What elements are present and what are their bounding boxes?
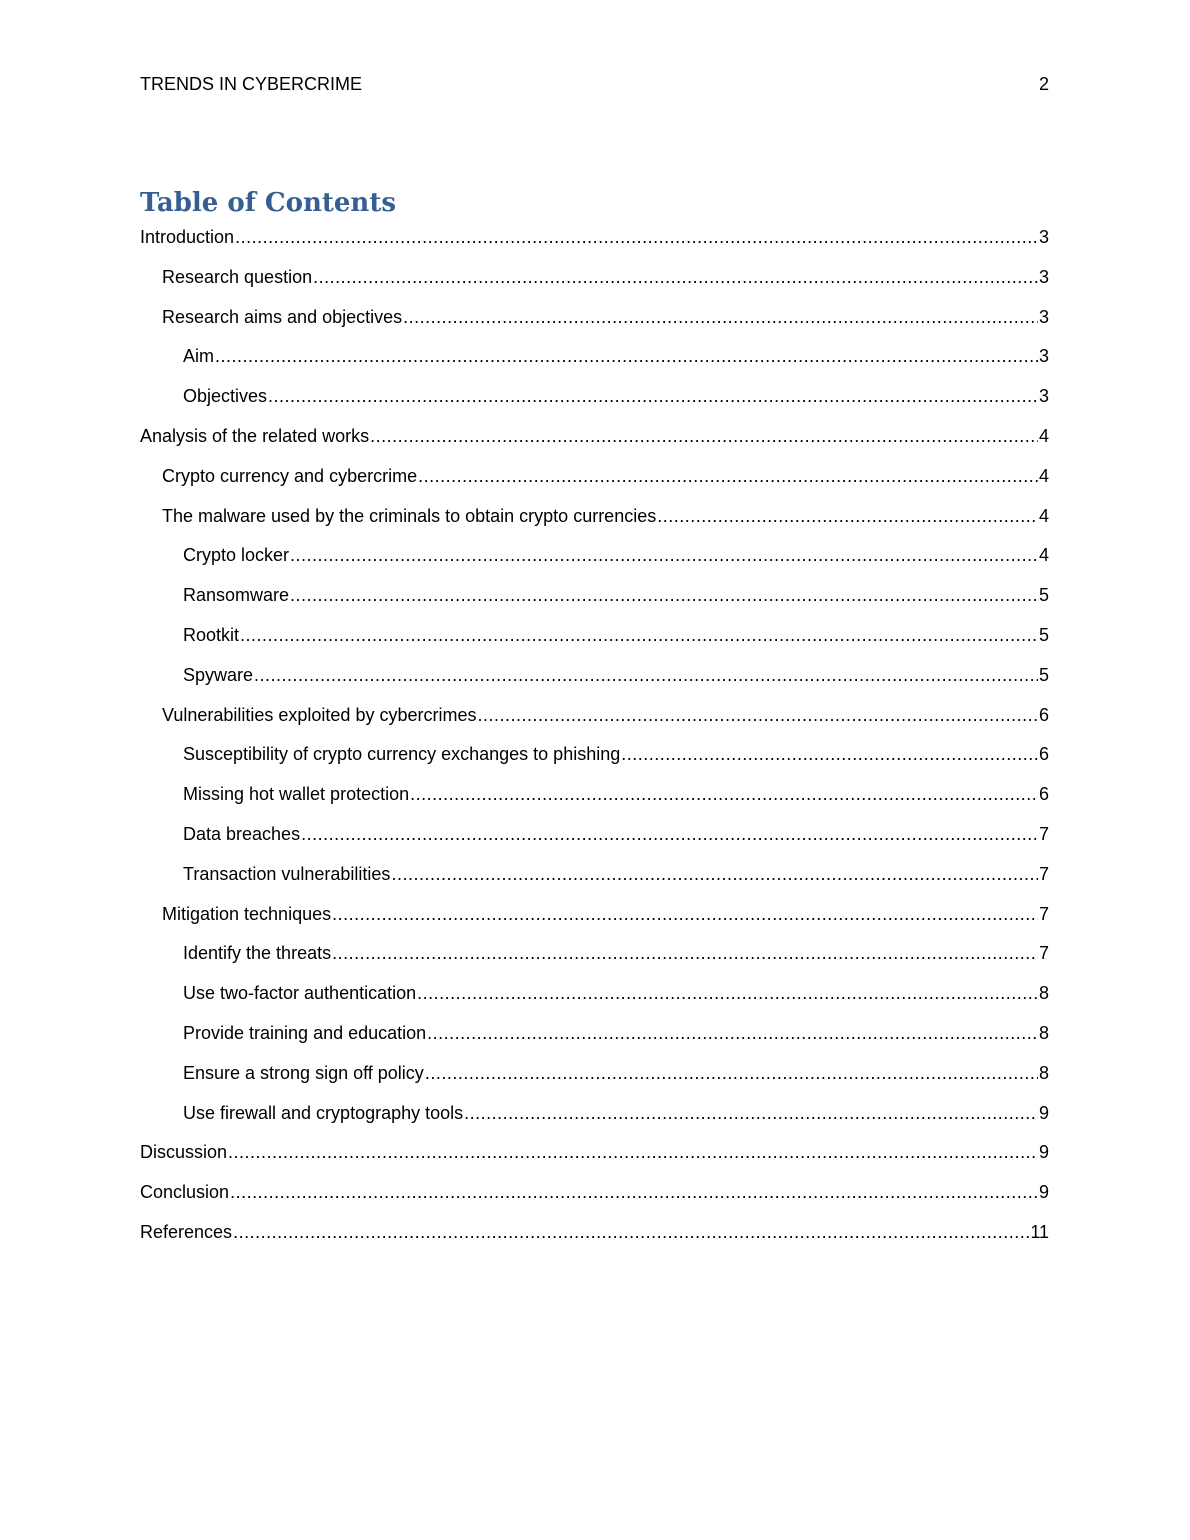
toc-entry-text: Ransomware: [183, 585, 290, 606]
toc-dot-leader: [313, 262, 1038, 292]
toc-entry[interactable]: [140, 1217, 1049, 1257]
toc-entry-page: 9: [1038, 1182, 1049, 1203]
page-header: [140, 72, 1049, 96]
toc-entry-page: 3: [1038, 227, 1049, 247]
toc-dot-leader: [240, 620, 1038, 650]
toc-entry[interactable]: [140, 739, 1049, 779]
toc-entry[interactable]: [140, 1177, 1049, 1217]
running-title: TRENDS IN CYBERCRIME: [140, 74, 363, 94]
toc-entry-text: Objectives: [183, 386, 268, 407]
toc-entry[interactable]: [140, 262, 1049, 302]
toc-entry-text: Crypto locker: [183, 545, 290, 566]
toc-dot-leader: [332, 899, 1038, 929]
toc-dot-leader: [657, 501, 1038, 531]
toc-entry[interactable]: [140, 421, 1049, 461]
toc-dot-leader: [418, 461, 1038, 491]
toc-dot-leader: [230, 1177, 1038, 1207]
toc-dot-leader: [427, 1018, 1038, 1048]
toc-entry-page: 5: [1038, 624, 1049, 645]
toc-entry[interactable]: [140, 700, 1049, 740]
toc-entry-page: 8: [1038, 1062, 1049, 1083]
toc-dot-leader: [233, 1217, 1029, 1247]
toc-dot-leader: [410, 779, 1038, 809]
toc-entry-page: 4: [1038, 425, 1049, 446]
toc-title: Table of Contents: [140, 188, 396, 218]
toc-dot-leader: [268, 381, 1038, 411]
toc-dot-leader: [370, 421, 1038, 451]
toc-entry[interactable]: [140, 302, 1049, 342]
toc-dot-leader: [235, 222, 1038, 252]
toc-dot-leader: [332, 938, 1038, 968]
toc-entry-page: 3: [1038, 306, 1049, 327]
toc-entry-text: Aim: [183, 346, 214, 367]
toc-entry[interactable]: [140, 381, 1049, 421]
toc-entry-text: Use firewall and cryptography tools: [183, 1102, 464, 1123]
table-of-contents: [140, 222, 1049, 1257]
toc-entry-page: 3: [1038, 266, 1049, 287]
toc-entry-text: Data breaches: [183, 823, 301, 844]
toc-entry[interactable]: [140, 222, 1049, 262]
toc-entry[interactable]: [140, 501, 1049, 541]
toc-entry-text: Spyware: [183, 664, 254, 685]
toc-entry-text: Research aims and objectives: [162, 306, 403, 327]
toc-entry-text: Introduction: [140, 227, 235, 247]
toc-entry-page: 8: [1038, 983, 1049, 1004]
toc-entry-text: Conclusion: [140, 1182, 230, 1203]
toc-entry-text: Mitigation techniques: [162, 903, 332, 924]
toc-entry[interactable]: [140, 938, 1049, 978]
toc-entry-text: Ensure a strong sign off policy: [183, 1062, 424, 1083]
toc-entry-text: Identify the threats: [183, 943, 332, 964]
toc-entry-text: Research question: [162, 266, 313, 287]
toc-entry-text: Missing hot wallet protection: [183, 784, 410, 805]
toc-entry[interactable]: [140, 978, 1049, 1018]
toc-entry[interactable]: [140, 620, 1049, 660]
toc-dot-leader: [391, 859, 1038, 889]
page-number: 2: [1038, 74, 1049, 94]
toc-entry-page: 3: [1038, 346, 1049, 367]
toc-entry-page: 9: [1038, 1142, 1049, 1163]
toc-dot-leader: [301, 819, 1038, 849]
toc-entry[interactable]: [140, 779, 1049, 819]
toc-entry-page: 5: [1038, 585, 1049, 606]
toc-entry-page: 7: [1038, 823, 1049, 844]
toc-entry-text: Transaction vulnerabilities: [183, 863, 391, 884]
toc-dot-leader: [290, 580, 1038, 610]
toc-dot-leader: [477, 700, 1038, 730]
toc-entry[interactable]: [140, 859, 1049, 899]
toc-entry-text: Rootkit: [183, 624, 240, 645]
toc-entry-page: 8: [1038, 1022, 1049, 1043]
toc-entry-page: 7: [1038, 943, 1049, 964]
toc-entry-text: Discussion: [140, 1142, 228, 1163]
toc-entry-text: Crypto currency and cybercrime: [162, 465, 418, 486]
toc-entry-page: 6: [1038, 704, 1049, 725]
toc-entry[interactable]: [140, 1018, 1049, 1058]
toc-entry-text: Susceptibility of crypto currency exchanges to phishing: [183, 744, 621, 765]
toc-entry[interactable]: [140, 580, 1049, 620]
toc-dot-leader: [425, 1058, 1038, 1088]
toc-dot-leader: [403, 302, 1038, 332]
toc-entry[interactable]: [140, 540, 1049, 580]
toc-entry-page: 7: [1038, 863, 1049, 884]
toc-entry-text: The malware used by the criminals to obtain crypto currencies: [162, 505, 657, 526]
toc-dot-leader: [621, 739, 1038, 769]
toc-entry[interactable]: [140, 1137, 1049, 1177]
toc-dot-leader: [215, 341, 1038, 371]
toc-entry[interactable]: [140, 461, 1049, 501]
toc-entry-page: 9: [1038, 1102, 1049, 1123]
toc-entry-page: 6: [1038, 744, 1049, 765]
toc-entry[interactable]: [140, 899, 1049, 939]
toc-entry-page: 4: [1038, 465, 1049, 486]
toc-entry-page: 6: [1038, 784, 1049, 805]
toc-entry-page: 4: [1038, 545, 1049, 566]
toc-entry[interactable]: [140, 1058, 1049, 1098]
toc-entry[interactable]: [140, 341, 1049, 381]
toc-dot-leader: [464, 1098, 1038, 1128]
toc-entry-text: References: [140, 1221, 233, 1242]
toc-entry[interactable]: [140, 660, 1049, 700]
toc-entry-page: 11: [1030, 1221, 1049, 1242]
toc-entry-page: 5: [1038, 664, 1049, 685]
toc-entry-text: Provide training and education: [183, 1022, 427, 1043]
toc-entry-text: Analysis of the related works: [140, 425, 370, 446]
toc-entry-text: Use two-factor authentication: [183, 983, 417, 1004]
toc-dot-leader: [290, 540, 1038, 570]
toc-dot-leader: [228, 1137, 1038, 1167]
toc-entry-page: 7: [1038, 903, 1049, 924]
toc-entry-page: 4: [1038, 505, 1049, 526]
toc-entry-text: Vulnerabilities exploited by cybercrimes: [162, 704, 477, 725]
toc-entry-page: 3: [1038, 386, 1049, 407]
toc-dot-leader: [254, 660, 1038, 690]
toc-entry[interactable]: [140, 819, 1049, 859]
toc-entry[interactable]: [140, 1098, 1049, 1138]
toc-dot-leader: [417, 978, 1038, 1008]
